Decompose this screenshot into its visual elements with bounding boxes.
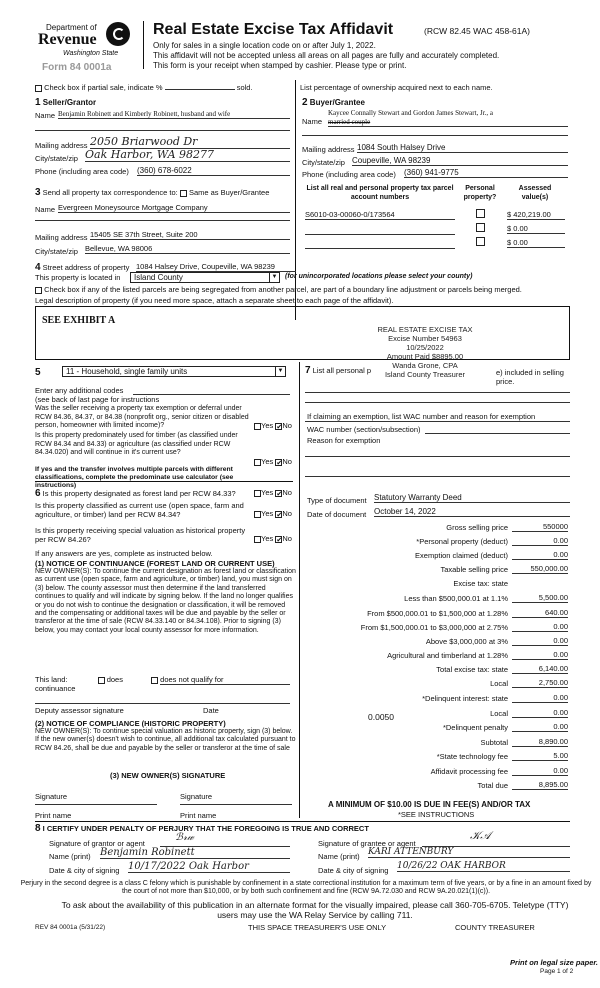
forest-no-checkbox[interactable] (275, 490, 282, 497)
grantor-print-name[interactable]: Benjamin Robinett (100, 847, 290, 859)
calc-label: Above $3,000,000 at 3% (425, 637, 508, 646)
forest-yes-checkbox[interactable] (254, 490, 261, 497)
form-title: Real Estate Excise Tax Affidavit (153, 21, 394, 38)
assessed-value-col-header: Assessed value(s) (518, 185, 552, 201)
historic-no-checkbox[interactable] (275, 536, 282, 543)
calc-label: Affidavit processing fee (430, 767, 508, 776)
calc-value[interactable]: 2,750.00 (512, 678, 568, 688)
buyer-name-line2: married couple (328, 118, 371, 126)
property-street-address[interactable]: 1084 Halsey Drive, Coupeville, WA 98239 (136, 262, 296, 272)
seller-city-state-zip[interactable]: Oak Harbor, WA 98277 (85, 148, 290, 162)
section7-label: 7 List all personal p (305, 365, 372, 376)
calc-value[interactable]: 0.00 (512, 650, 568, 660)
timber-yes-checkbox[interactable] (254, 459, 261, 466)
parcel-number-1[interactable]: S6010-03-00060-0/173564 (305, 210, 455, 220)
tax-corr-mailing-address[interactable]: 15405 SE 37th Street, Suite 200 (90, 230, 290, 240)
calc-label: Gross selling price (446, 523, 508, 532)
grantee-date-city[interactable]: 10/26/22 OAK HARBOR (397, 861, 570, 872)
page-number: Page 1 of 2 (540, 968, 574, 975)
calc-value[interactable]: 550,000.00 (512, 564, 568, 574)
calc-label: Total due (477, 781, 508, 790)
buyer-name[interactable]: Kaycee Connally Stewart and Gordon James Stewart, Jr., a (328, 109, 494, 117)
chevron-down-icon: ▼ (275, 367, 285, 376)
alternate-format-notice: To ask about the availability of this publication in an alternate format for the visually impaired, please call 360-705-6705. Teletype (TTY) users may use the WA Relay Service by calling 711. (61, 900, 569, 920)
current-use-yes-checkbox[interactable] (254, 511, 261, 518)
dept-of-label: Department of (46, 23, 97, 32)
seller-phone[interactable]: (360) 678-6022 (137, 166, 290, 176)
partial-sale-percent[interactable] (165, 89, 235, 90)
personal-property-checkbox-3[interactable] (476, 237, 485, 246)
calc-value[interactable]: 0.00 (512, 766, 568, 776)
calc-label: Total excise tax: state (436, 665, 508, 674)
calc-value[interactable]: 0.00 (512, 550, 568, 560)
street-address-row: 4 Street address of property (35, 262, 130, 273)
exemption-yes-checkbox[interactable] (254, 423, 261, 430)
calc-label: Subtotal (480, 738, 508, 747)
grantee-signature[interactable] (422, 838, 570, 847)
calc-label: Exemption claimed (deduct) (415, 551, 508, 560)
additional-codes-input[interactable] (133, 386, 290, 395)
calc-value[interactable]: 5.00 (512, 751, 568, 761)
calc-label: Taxable selling price (440, 565, 508, 574)
partial-sale-row: Check box if partial sale, indicate % sold. (35, 83, 253, 92)
calc-value[interactable]: 0.00 (512, 636, 568, 646)
tax-corr-city-state-zip[interactable]: Bellevue, WA 98006 (85, 244, 290, 254)
calc-label: *Delinquent interest: state (422, 694, 508, 703)
calc-value[interactable]: 550000 (512, 522, 568, 532)
calc-label: From $1,500,000.01 to $3,000,000 at 2.75% (360, 623, 508, 632)
seller-name[interactable]: Benjamin Robinett and Kimberly Robinett, husband and wife (58, 110, 290, 119)
assessed-value-2[interactable]: $ 0.00 (507, 224, 565, 234)
grantor-signature-mark: ℬ𝓇𝓌 (175, 832, 194, 843)
perjury-notice: Perjury in the second degree is a class C felony which is punishable by confinement in a state correctional institution for a maximum term of five years, or by a fine in an amount fixed by the court of not more than $10,000, or by both such confinement and fine (RCW 9A.72.030 and RCW 9A.20.021(1)(c)). (20, 880, 592, 895)
calc-label: *Personal property (deduct) (416, 537, 508, 546)
legal-size-note: Print on legal size paper. (510, 958, 598, 967)
calc-value[interactable]: 8,890.00 (512, 737, 568, 747)
county-treasurer-label: COUNTY TREASURER (455, 923, 535, 932)
current-use-no-checkbox[interactable] (275, 511, 282, 518)
parcel-number-2[interactable] (305, 225, 455, 235)
document-type[interactable]: Statutory Warranty Deed (374, 493, 570, 503)
buyer-mailing-address[interactable]: 1084 South Halsey Drive (357, 143, 568, 153)
calc-label: *Delinquent penalty (442, 723, 508, 732)
wac-number-input[interactable] (425, 426, 570, 434)
calc-label: Less than $500,000.01 at 1.1% (404, 594, 508, 603)
assessed-value-1[interactable]: $ 420,219.00 (507, 210, 565, 220)
form-statute: (RCW 82.45 WAC 458-61A) (424, 26, 530, 36)
grantor-date-city[interactable]: 10/17/2022 Oak Harbor (128, 861, 290, 873)
personal-property-checkbox-2[interactable] (476, 223, 485, 232)
buyer-phone[interactable]: (360) 941-9775 (404, 168, 568, 178)
calc-value[interactable]: 0.00 (512, 708, 568, 718)
exemption-no-checkbox[interactable] (275, 423, 282, 430)
minimum-due-note: A MINIMUM OF $10.00 IS DUE IN FEE(S) AND/OR TAX (328, 800, 531, 809)
calc-label: *State technology fee (436, 752, 508, 761)
document-date[interactable]: October 14, 2022 (374, 507, 570, 517)
land-does-checkbox[interactable] (98, 677, 105, 684)
parcel-col-header: List all real and personal property tax parcel account numbers (306, 185, 454, 201)
state-label: Washington State (63, 50, 119, 57)
tax-correspondence-row: 3 Send all property tax correspondence to: Same as Buyer/Grantee (35, 187, 270, 198)
excise-stamp: REAL ESTATE EXCISE TAX Excise Number 54963 10/25/2022 Amount Paid $8895.00 Wanda Grone, CPA Island County Treasurer (377, 325, 473, 379)
revenue-wordmark: Revenue (38, 31, 97, 48)
same-as-buyer-checkbox[interactable] (180, 190, 187, 197)
land-does-not-checkbox[interactable] (151, 677, 158, 684)
calc-label: Agricultural and timberland at 1.28% (387, 651, 508, 660)
form-number: Form 84 0001a (42, 62, 112, 73)
chevron-down-icon: ▼ (269, 273, 279, 282)
county-select[interactable]: Island County ▼ (130, 272, 280, 283)
calc-value[interactable]: 5,500.00 (512, 593, 568, 603)
buyer-heading: 2 Buyer/Grantee (302, 97, 365, 108)
calc-value[interactable]: 6,140.00 (512, 664, 568, 674)
buyer-city-state-zip[interactable]: Coupeville, WA 98239 (352, 156, 568, 166)
calc-value[interactable]: 0.00 (512, 693, 568, 703)
calc-label: Local (490, 709, 508, 718)
calc-value[interactable]: 640.00 (512, 608, 568, 618)
legal-description: SEE EXHIBIT A (42, 315, 116, 326)
calc-label: Excise tax: state (453, 579, 508, 588)
historic-yes-checkbox[interactable] (254, 536, 261, 543)
dor-logo (38, 20, 138, 76)
grantee-print-name[interactable]: KARI ATTENBURY (368, 847, 570, 858)
calc-label: From $500,000.01 to $1,500,000 at 1.28% (367, 609, 508, 618)
personal-property-col-header: Personal property? (463, 185, 497, 201)
calc-label: Local (490, 679, 508, 688)
calc-value[interactable]: 8,895.00 (512, 780, 568, 790)
seller-heading: 1 Seller/Grantor (35, 97, 97, 108)
parcel-number-3[interactable] (305, 239, 455, 249)
seller-mailing-address[interactable]: 2050 Briarwood Dr (90, 135, 290, 149)
partial-sale-checkbox[interactable] (35, 85, 42, 92)
see-instructions: *SEE INSTRUCTIONS (398, 810, 475, 819)
timber-no-checkbox[interactable] (275, 459, 282, 466)
land-use-code-select[interactable]: 11 - Household, single family units ▼ (62, 366, 286, 377)
local-rate: 0.0050 (368, 712, 394, 722)
calc-value[interactable]: 0.00 (512, 722, 568, 732)
assessed-value-3[interactable]: $ 0.00 (507, 238, 565, 248)
calc-value[interactable]: 0.00 (512, 622, 568, 632)
treasurer-use-label: THIS SPACE TREASURER'S USE ONLY (248, 923, 387, 932)
rev-number: REV 84 0001a (5/31/22) (35, 924, 106, 931)
tax-corr-name[interactable]: Evergreen Moneysource Mortgage Company (58, 203, 290, 213)
segregated-checkbox[interactable] (35, 287, 42, 294)
calc-value[interactable]: 0.00 (512, 536, 568, 546)
grantee-signature-mark: 𝒦𝒜 (470, 829, 491, 842)
personal-property-checkbox-1[interactable] (476, 209, 485, 218)
